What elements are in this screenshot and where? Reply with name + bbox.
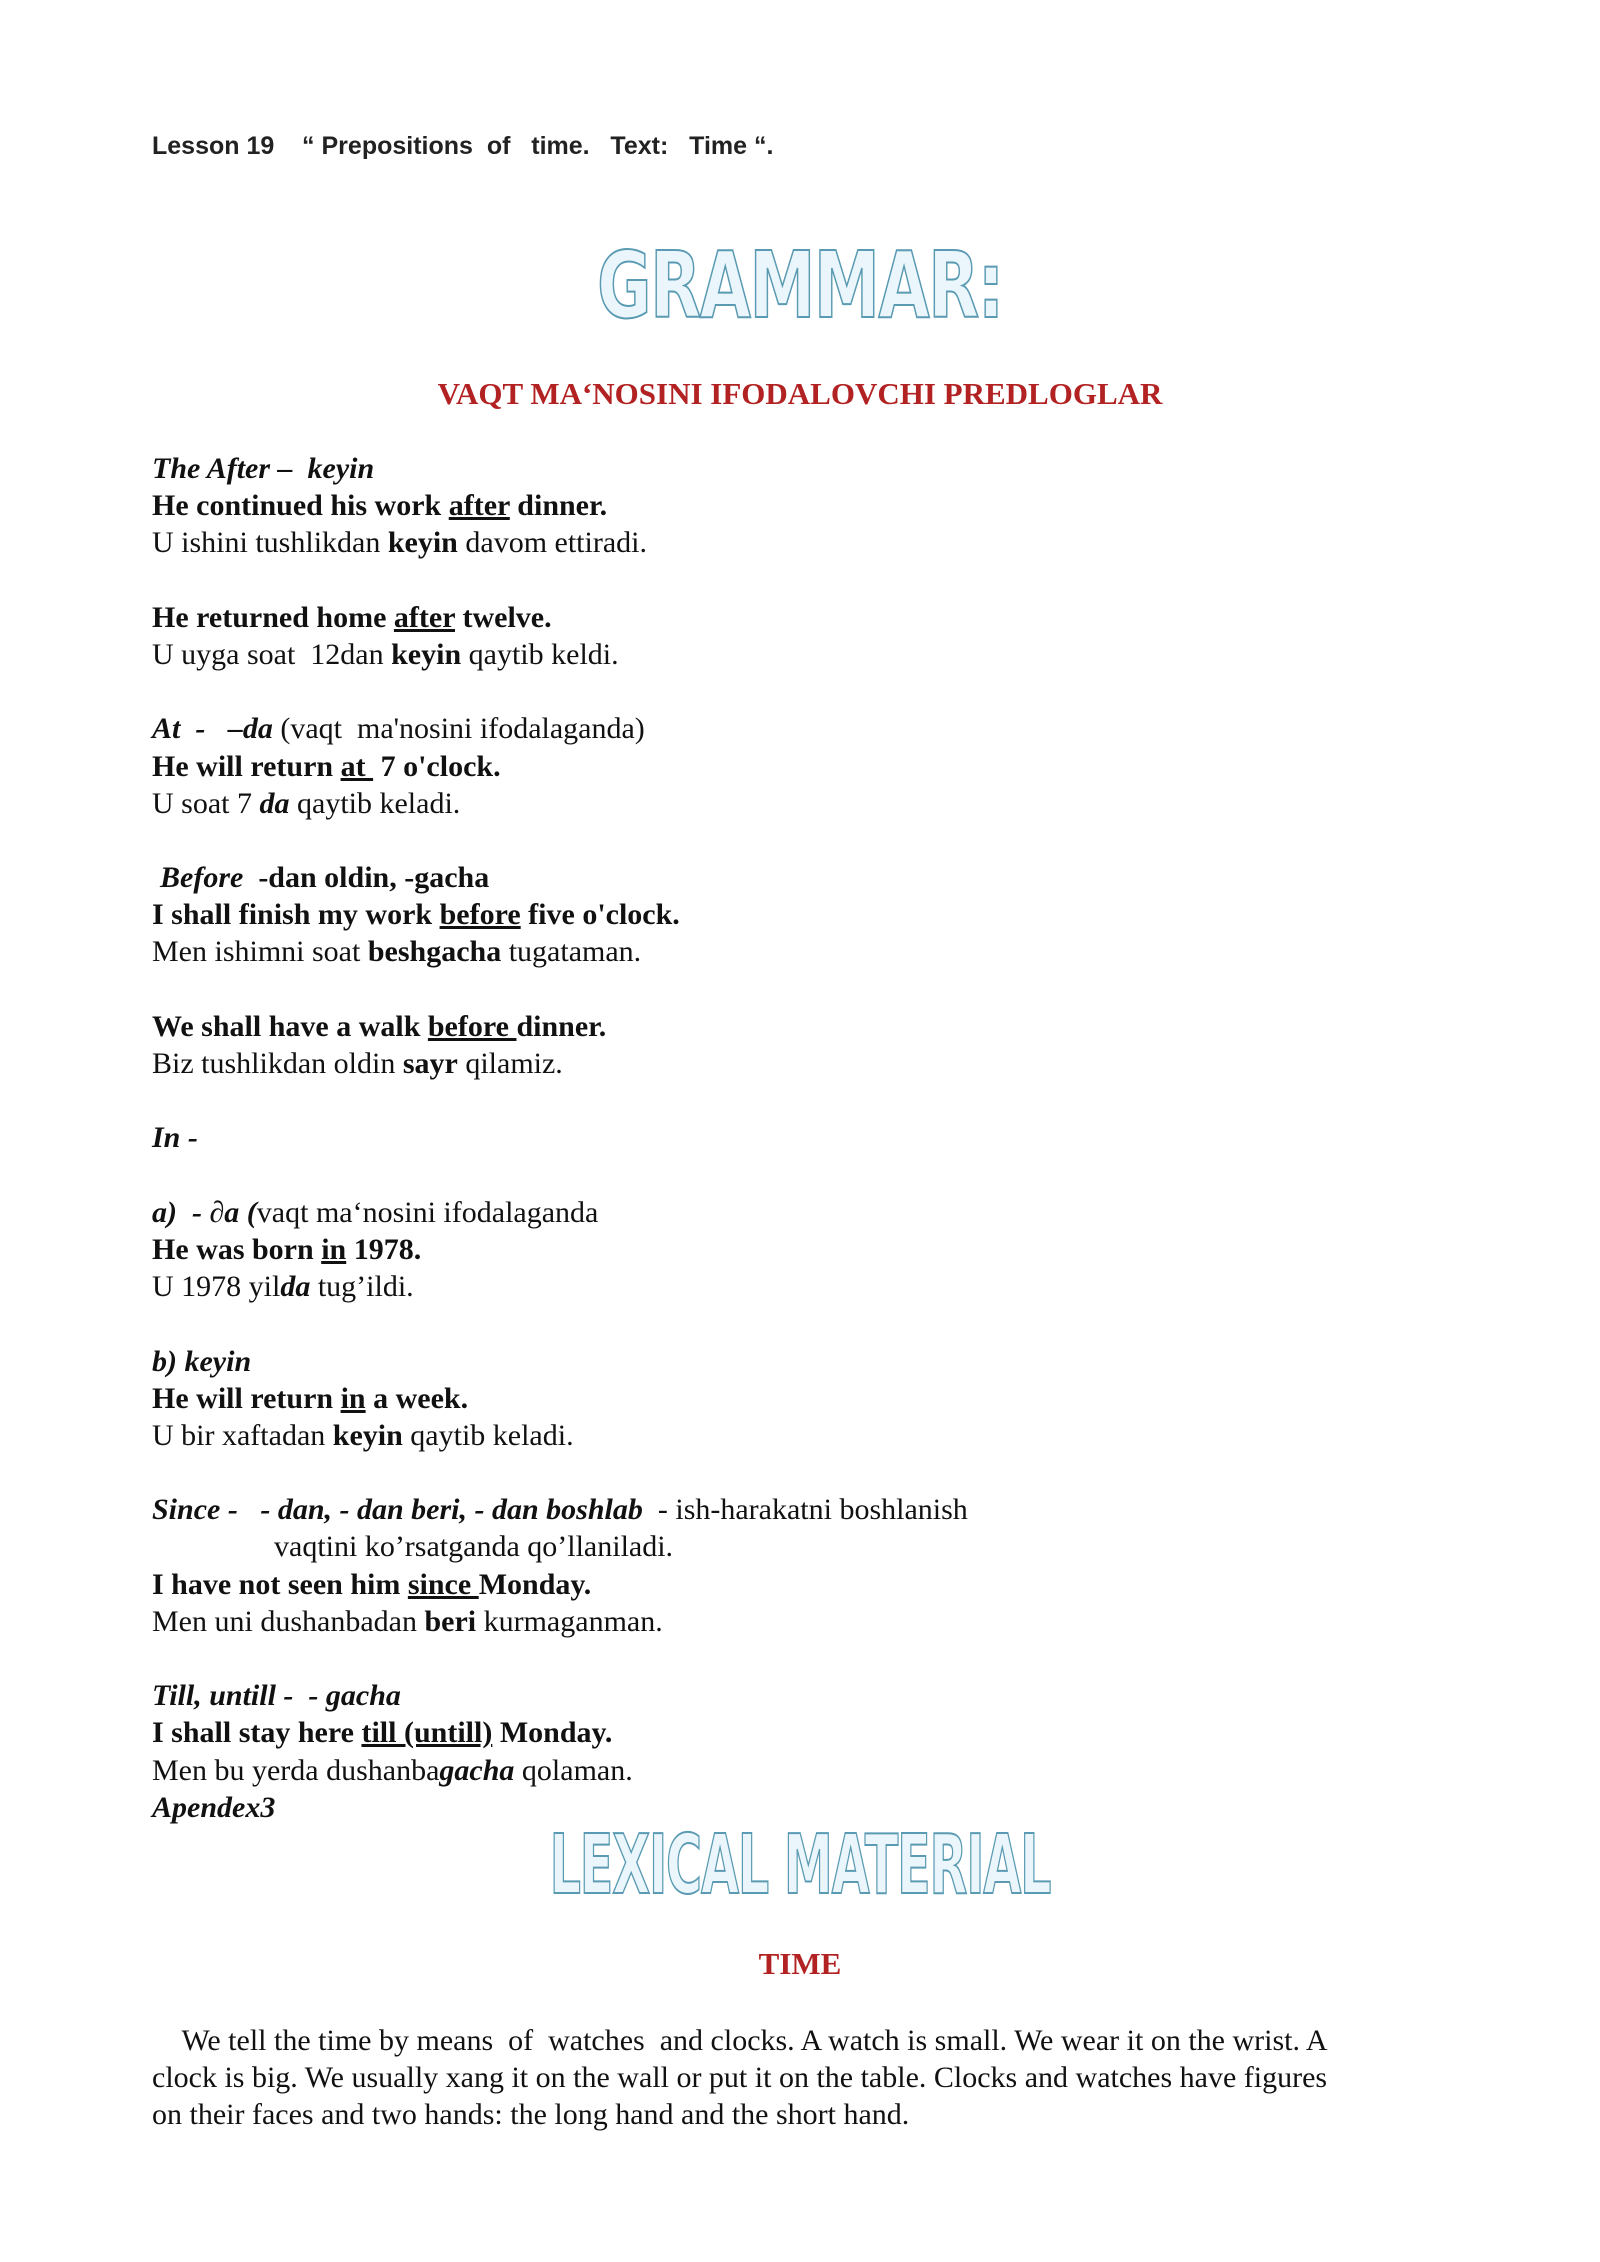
in-a-translation: U 1978 yilda tug’ildi.: [152, 1270, 414, 1304]
after-translation-2: U uyga soat 12dan keyin qaytib keldi.: [152, 637, 619, 671]
at-translation: U soat 7 da qaytib keladi.: [152, 786, 461, 820]
grammar-wordart-heading: GRAMMAR:: [597, 232, 1003, 339]
after-translation-1: U ishini tushlikdan keyin davom ettiradi.: [152, 526, 647, 560]
before-translation-1: Men ishimni soat beshgacha tugataman.: [152, 935, 642, 969]
till-title: Till, untill - - gacha: [152, 1679, 401, 1713]
before-example-1: I shall finish my work before five o'clock.: [152, 898, 680, 932]
till-example: I shall stay here till (untill) Monday.: [152, 1716, 613, 1750]
after-title: The After – keyin: [152, 452, 375, 485]
after-example-2: He returned home after twelve.: [152, 600, 552, 634]
since-translation: Men uni dushanbadan beri kurmaganman.: [152, 1604, 663, 1638]
in-b-example: He will return in a week.: [152, 1381, 469, 1415]
in-a-example: He was born in 1978.: [152, 1232, 422, 1266]
in-a-title: a) - ∂a (vaqt maʻnosini ifodalaganda: [152, 1195, 599, 1229]
since-example: I have not seen him since Monday.: [152, 1567, 592, 1601]
paragraph-line: clock is big. We usually xang it on the wall or put it on the table. Clocks and watches have figures: [152, 2061, 1328, 2095]
at-title: At - –da (vaqt ma'nosini ifodalaganda): [152, 712, 645, 746]
in-b-title: b) keyin: [152, 1344, 252, 1378]
after-example-1: He continued his work after dinner.: [152, 489, 608, 523]
text-title: TIME: [758, 1946, 842, 1981]
before-title: Before -dan oldin, -gacha: [160, 861, 490, 895]
at-example: He will return at 7 o'clock.: [152, 749, 501, 783]
since-title: Since - - dan, - dan beri, - dan boshlab - ish-harakatni boshlanish: [152, 1493, 968, 1527]
paragraph-line: We tell the time by means of watches and clocks. A watch is small. We wear it on the wrist. A: [152, 2024, 1328, 2057]
since-title-continued: vaqtini ko’rsatganda qo’llaniladi.: [274, 1530, 674, 1564]
till-translation: Men bu yerda dushanbagacha qolaman.: [152, 1753, 633, 1787]
lexical-material-wordart-heading: LEXICAL MATERIAL: [549, 1818, 1051, 1913]
appendix-label: Apendex3: [152, 1790, 276, 1824]
time-text-paragraph: [152, 2022, 1452, 2134]
grammar-content: [152, 450, 1452, 1826]
paragraph-line: on their faces and two hands: the long hand and the short hand.: [152, 2098, 910, 2132]
prepositions-subtitle: VAQT MAʻNOSINI IFODALOVCHI PREDLOGLAR: [437, 376, 1163, 411]
in-b-translation: U bir xaftadan keyin qaytib keladi.: [152, 1418, 574, 1452]
before-example-2: We shall have a walk before dinner.: [152, 1009, 607, 1043]
before-translation-2: Biz tushlikdan oldin sayr qilamiz.: [152, 1047, 563, 1080]
in-title: In -: [152, 1121, 198, 1155]
lesson-title: Lesson 19 “ Prepositions of time. Text: Time “.: [152, 132, 774, 160]
